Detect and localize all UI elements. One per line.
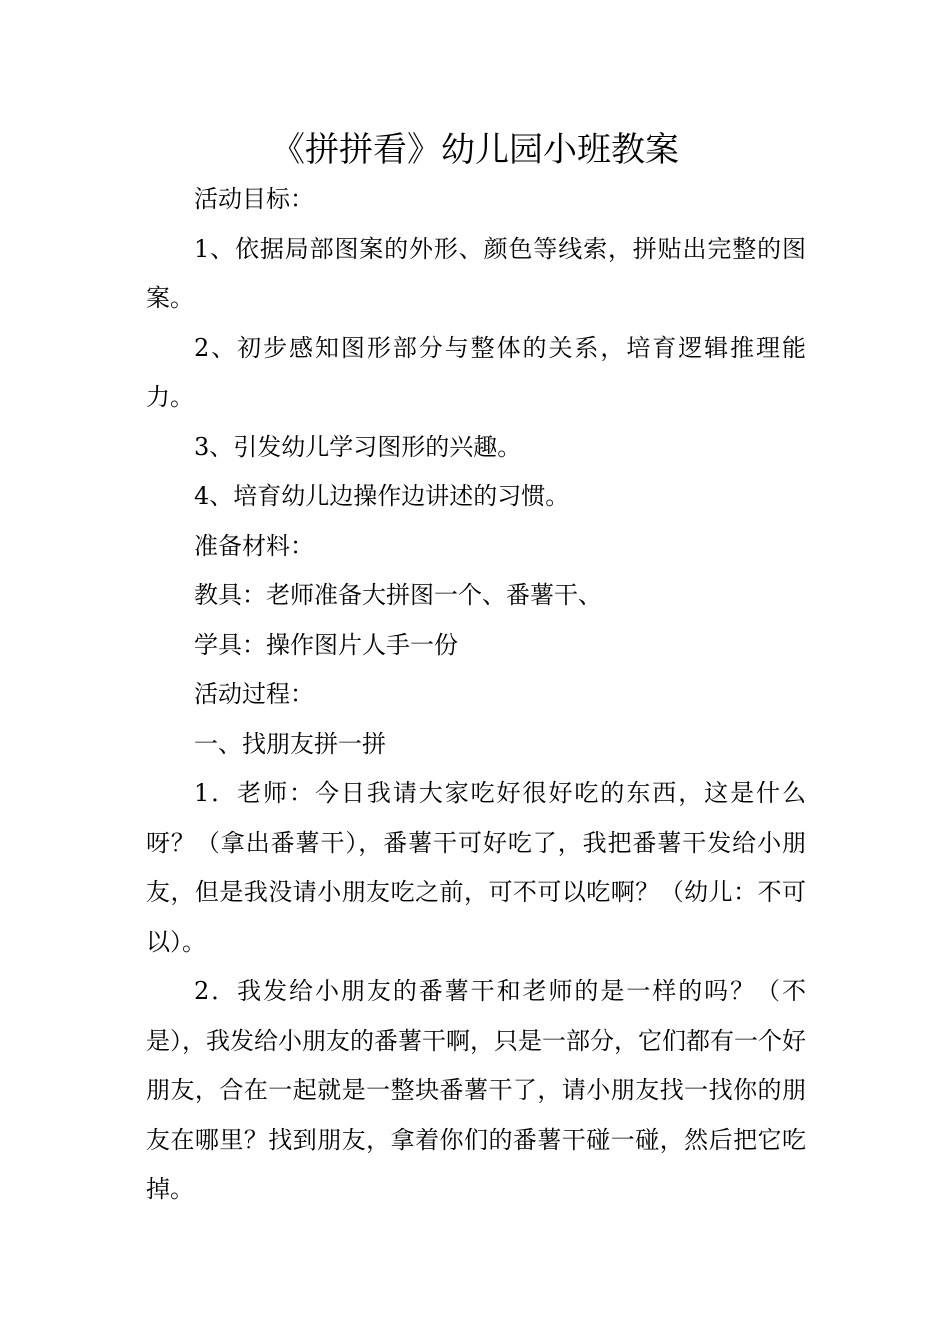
process-paragraph-2: 2．我发给小朋友的番薯干和老师的是一样的吗？（不是），我发给小朋友的番薯干啊，只是一部分，它们都有一个好朋友，合在一起就是一整块番薯干了，请小朋友找一找你的朋友在哪里？找到朋友，拿着你们的番薯干碰一碰，然后把它吃掉。 xyxy=(146,977,806,1203)
goal-item-3: 3、引发幼儿学习图形的兴趣。 xyxy=(194,432,522,461)
goal-item-2: 2、初步感知图形部分与整体的关系，培育逻辑推理能力。 xyxy=(146,333,806,411)
document-body xyxy=(146,175,806,1215)
section-heading-materials: 准备材料： xyxy=(194,531,314,560)
goal-item-1: 1、依据局部图案的外形、颜色等线索，拼贴出完整的图案。 xyxy=(146,234,806,312)
materials-student: 学具：操作图片人手一份 xyxy=(194,630,458,659)
section-heading-goals: 活动目标： xyxy=(194,185,314,213)
goal-item-4: 4、培育幼儿边操作边讲述的习惯。 xyxy=(194,482,570,510)
document-title: 《拼拼看》幼儿园小班教案 xyxy=(271,130,679,170)
section-heading-process: 活动过程： xyxy=(194,680,314,708)
process-step-heading: 一、找朋友拼一拼 xyxy=(194,729,386,758)
materials-teacher: 教具：老师准备大拼图一个、番薯干、 xyxy=(194,581,602,609)
process-paragraph-1: 1．老师：今日我请大家吃好很好吃的东西，这是什么呀？（拿出番薯干），番薯干可好吃了，我把番薯干发给小朋友，但是我没请小朋友吃之前，可不可以吃啊？（幼儿：不可以）。 xyxy=(146,779,806,956)
